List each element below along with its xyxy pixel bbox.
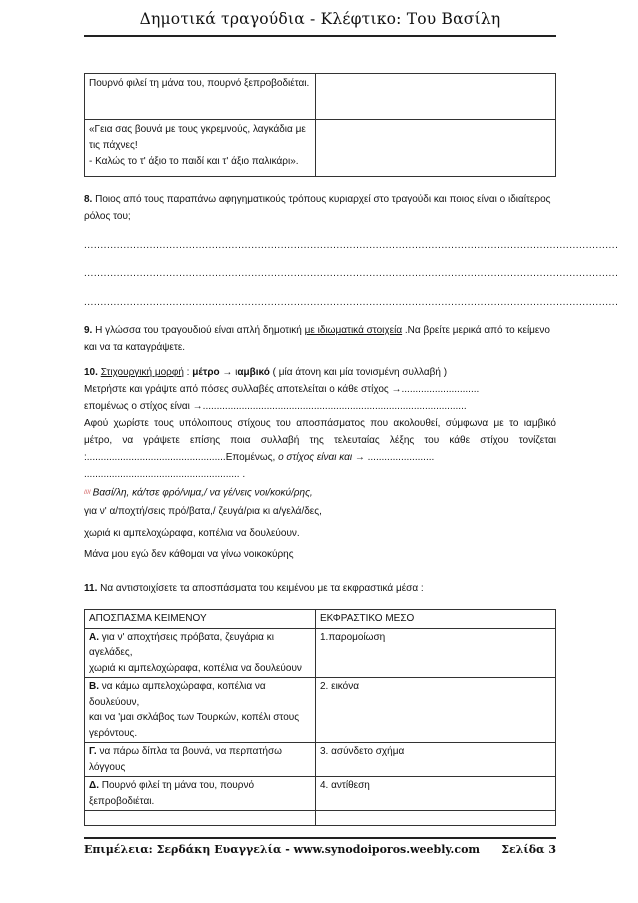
table-row [85,678,556,743]
question-11 [84,580,556,597]
answer-line[interactable]: ................................................................................................................................................................... [84,297,619,308]
iambic-term: αμβικό [237,367,270,378]
excerpt-text: για ν' αποχτήσεις πρόβατα, ζευγάρια κι αγελάδες, χωριά κι αμπελοχώραφα, κοπέλια να δουλεύουν [89,631,302,674]
device-cell: 4. αντίθεση [316,777,556,811]
device-cell: 3. ασύνδετο σχήμα [316,743,556,777]
verse-line: για ν' α/ποχτή/σεις πρό/βατα,/ ζευγά/ρια κι α/γελά/δες, [84,506,322,517]
question-text: Ποιος από τους παραπάνω αφηγηματικούς τρόπους κυριαρχεί στο τραγούδι και ποιος είναι ο ιδιαίτερος ρόλος του; [84,194,551,222]
table-cell-answer[interactable] [316,74,556,120]
table-row [85,628,556,678]
table-row [85,777,556,811]
table-cell-excerpt: Πουρνό φιλεί τη μάνα του, πουρνό ξεπροβοδιέται. [85,74,316,120]
question-number: 11. [84,583,98,594]
footer-credit: Επιμέλεια: Σερδάκη Ευαγγελία - www.synodoiporos.weebly.com [84,843,481,856]
underlined-phrase: με ιδιωματικά στοιχεία [304,325,403,336]
footer-divider [84,837,556,839]
page-number: Σελίδα 3 [501,843,556,856]
row-letter: Α. [89,631,99,643]
verse-line: χωριά κι αμπελοχώραφα, κοπέλια να δουλεύουν. [84,528,300,539]
matching-table [84,609,556,826]
scansion-marker: //// [84,490,91,496]
excerpt-text: να πάρω δίπλα τα βουνά, να περπατήσω λόγγους [89,746,282,773]
verse-line [84,485,556,502]
table-row [85,120,556,177]
narrative-table [84,73,556,177]
row-letter: Δ. [89,780,99,791]
verse-line: Μάνα μου εγώ δεν κάθομαι να γίνω νοικοκύρης [84,549,294,560]
table-cell-answer[interactable] [316,120,556,177]
stress-prompt [84,415,556,466]
answer-line[interactable]: ................................................................................................................................................................... [84,268,619,279]
excerpt-text: Πουρνό φιλεί τη μάνα του, πουρνό ξεπροβοδιέται. [89,780,255,807]
row-letter: Γ. [89,746,97,757]
prosody-heading [84,364,556,381]
table-row [85,743,556,777]
table-cell-excerpt: «Γεια σας βουνά με τους γκρεμνούς, λαγκάδια με τις πάχνες! - Καλώς το τ' άξιο το παιδί και τ' άξιο παλικάρι». [85,120,316,177]
question-text: Να αντιστοιχίσετε τα αποσπάσματα του κειμένου με τα εκφραστικά μέσα : [97,583,424,594]
excerpt-cell [85,743,316,777]
excerpt-text: να κάμω αμπελοχώραφα, κοπέλια να δουλεύουν, και να 'μαι σκλάβος των Τουρκών, κοπέλι στους γερόντους. [89,681,300,739]
verse-type-prompt: επομένως ο στίχος είναι →............................................................................................... [84,401,467,412]
table-header-row [85,610,556,629]
question-number: 8. [84,194,93,205]
table-row [85,74,556,120]
excerpt-cell[interactable] [85,811,316,826]
excerpt-cell [85,777,316,811]
verse-text: Βασί/λη, κά/τσε φρό/νιμα,/ να γέ/νεις νοι/κοκύ/ρης, [92,487,313,499]
answer-line[interactable]: ........................................................ . [84,469,246,480]
question-number: 10. [84,367,98,378]
question-9 [84,322,556,356]
metre-term: μέτρο [192,367,220,378]
question-number: 9. [84,325,93,336]
answer-line[interactable]: ................................................................................................................................................................... [84,240,619,251]
device-cell: 1.παρομοίωση [316,628,556,678]
row-letter: Β. [89,681,99,692]
device-cell[interactable] [316,811,556,826]
metre-note: ( μία άτονη και μία τονισμένη συλλαβή ) [269,367,448,378]
stress-prompt-italic: ο στίχος είναι και [278,452,353,463]
question-10 [84,364,556,483]
question-text: Η γλώσσα του τραγουδιού είναι απλή δημοτική [92,325,305,336]
header-divider [84,35,556,37]
excerpt-cell [85,628,316,678]
colon: : [183,367,193,378]
question-8 [84,191,556,225]
excerpt-cell [85,678,316,743]
prosody-label: Στιχουργική μορφή [100,367,184,378]
stress-prompt-text: ........Επομένως, [203,452,279,463]
stress-prompt-text: → ........................ [352,452,435,463]
syllable-count-prompt: Μετρήστε και γράψτε από πόσες συλλαβές αποτελείται ο κάθε στίχος →............................ [84,384,480,395]
table-row [85,811,556,826]
column-header-excerpt: ΑΠΟΣΠΑΣΜΑ ΚΕΙΜΕΝΟΥ [85,610,316,629]
column-header-device: ΕΚΦΡΑΣΤΙΚΟ ΜΕΣΟ [316,610,556,629]
arrow-text: → ι [219,367,238,378]
page-title: Δημοτικά τραγούδια - Κλέφτικο: Του Βασίλη [139,10,501,28]
question-text: .Να βρείτε μερικά από το κείμενο και να τα καταγράψετε. [84,325,550,353]
device-cell: 2. εικόνα [316,678,556,743]
stress-prompt-text: Αφού χωρίστε τους υπόλοιπους στίχους του αποσπάσματος που ακολουθεί, σύμφωνα με το ιαμβικό μέτρο, να γράψετε επίσης ποια συλλαβή της τελευταίας λέξης του κάθε στίχου τονίζεται :.......................................... [84,418,556,463]
